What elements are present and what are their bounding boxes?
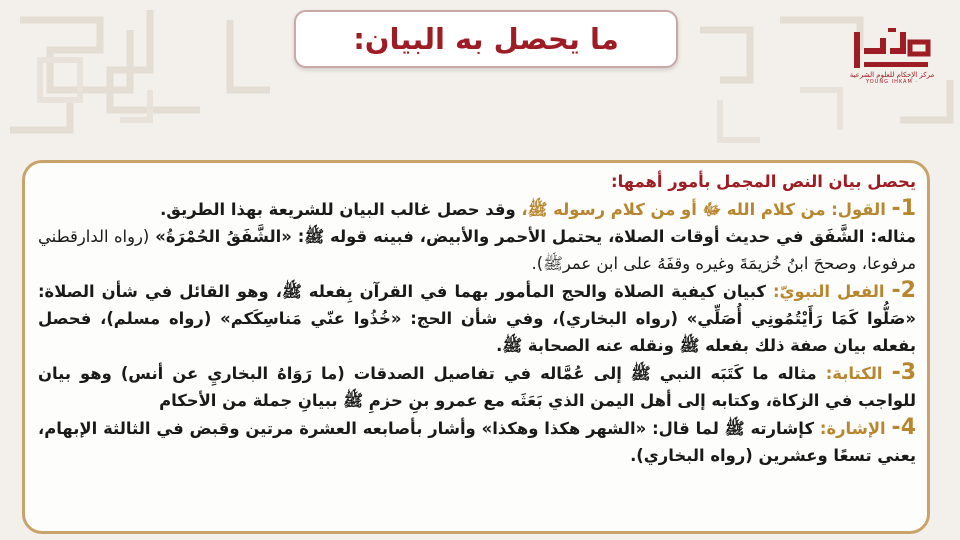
logo-subtitle: مركز الإحكام للعلوم الشرعية	[849, 71, 935, 79]
point-1-number: 1-	[891, 196, 916, 221]
content-body	[38, 168, 916, 469]
point-2	[38, 277, 916, 359]
intro-text: يحصل بيان النص المجمل بأمور أهمها:	[611, 172, 916, 191]
point-1	[38, 195, 916, 223]
logo-small-text: YOUNG IHKAM ·	[866, 79, 918, 85]
title-banner	[294, 10, 678, 68]
ihkam-logo-icon	[852, 24, 932, 70]
brand-logo	[844, 24, 940, 98]
point-1-heading: القول:	[831, 200, 886, 219]
intro-line	[38, 168, 916, 195]
point-4	[38, 414, 916, 469]
point-1-example-text: مثاله: الشَّفَق في حديث أوقات الصلاة، يحتمل الأحمر والأبيض، فبينه قوله ﷺ: «الشَّفَقُ الحُمْرَةُ»	[155, 227, 916, 246]
slide-title: ما يحصل به البيان:	[353, 22, 619, 56]
point-1-highlight: من كلام الله ﷻ أو من كلام رسوله ﷺ،	[521, 200, 826, 219]
point-1-example	[38, 223, 916, 277]
point-1-example-ref: (رواه الدارقطني مرفوعا، وصححَ ابنُ خُزيمَةَ وغيره وقفَهُ على ابن عمرﷺ).	[38, 227, 916, 273]
point-3-number: 3-	[891, 360, 917, 385]
point-3-heading: الكتابة:	[825, 364, 883, 383]
point-1-text: وقد حصل غالب البيان للشريعة بهذا الطريق.	[160, 200, 516, 219]
point-4-heading: الإشارة:	[819, 419, 886, 438]
point-2-number: 2-	[891, 278, 916, 303]
point-4-number: 4-	[891, 415, 916, 440]
point-4-text: كإشارته ﷺ لما قال: «الشهر هكذا وهكذا» وأشار بأصابعه العشرة مرتين وقبض في الثالثة الإبهام، يعني تسعًا وعشرين (رواه البخاري).	[38, 419, 916, 465]
point-3-text: مثاله ما كَتَبَه النبي ﷺ إلى عُمَّاله في تفاصيل الصدقات (ما رَوَاهُ البخاريِ عن أنس) وهو بيان للواجب في الزكاة، وكتابه إلى أهل اليمن الذي بَعَثَه مع عمرو بنِ حزمِ ﷺ ببيانِ جملة من الأحكام	[38, 364, 916, 410]
point-2-heading: الفعل النبويّ:	[772, 282, 885, 301]
point-3	[38, 359, 916, 414]
point-2-text: كبيان كيفية الصلاة والحج المأمور بهما في القرآن بِفعله ﷺ، وهو القائل في شأن الصلاة: «صَلُّوا كَمَا رَأَيْتُمُونِي أُصَلِّي» (رواه البخاري)، وفي شأن الحج: «خُذُوا عنّي مَناسِكَكم» (رواه مسلم)، فحصل بفعله بيان صفة ذلك بفعله ﷺ ونقله عنه الصحابة ﷺ.	[38, 282, 916, 355]
